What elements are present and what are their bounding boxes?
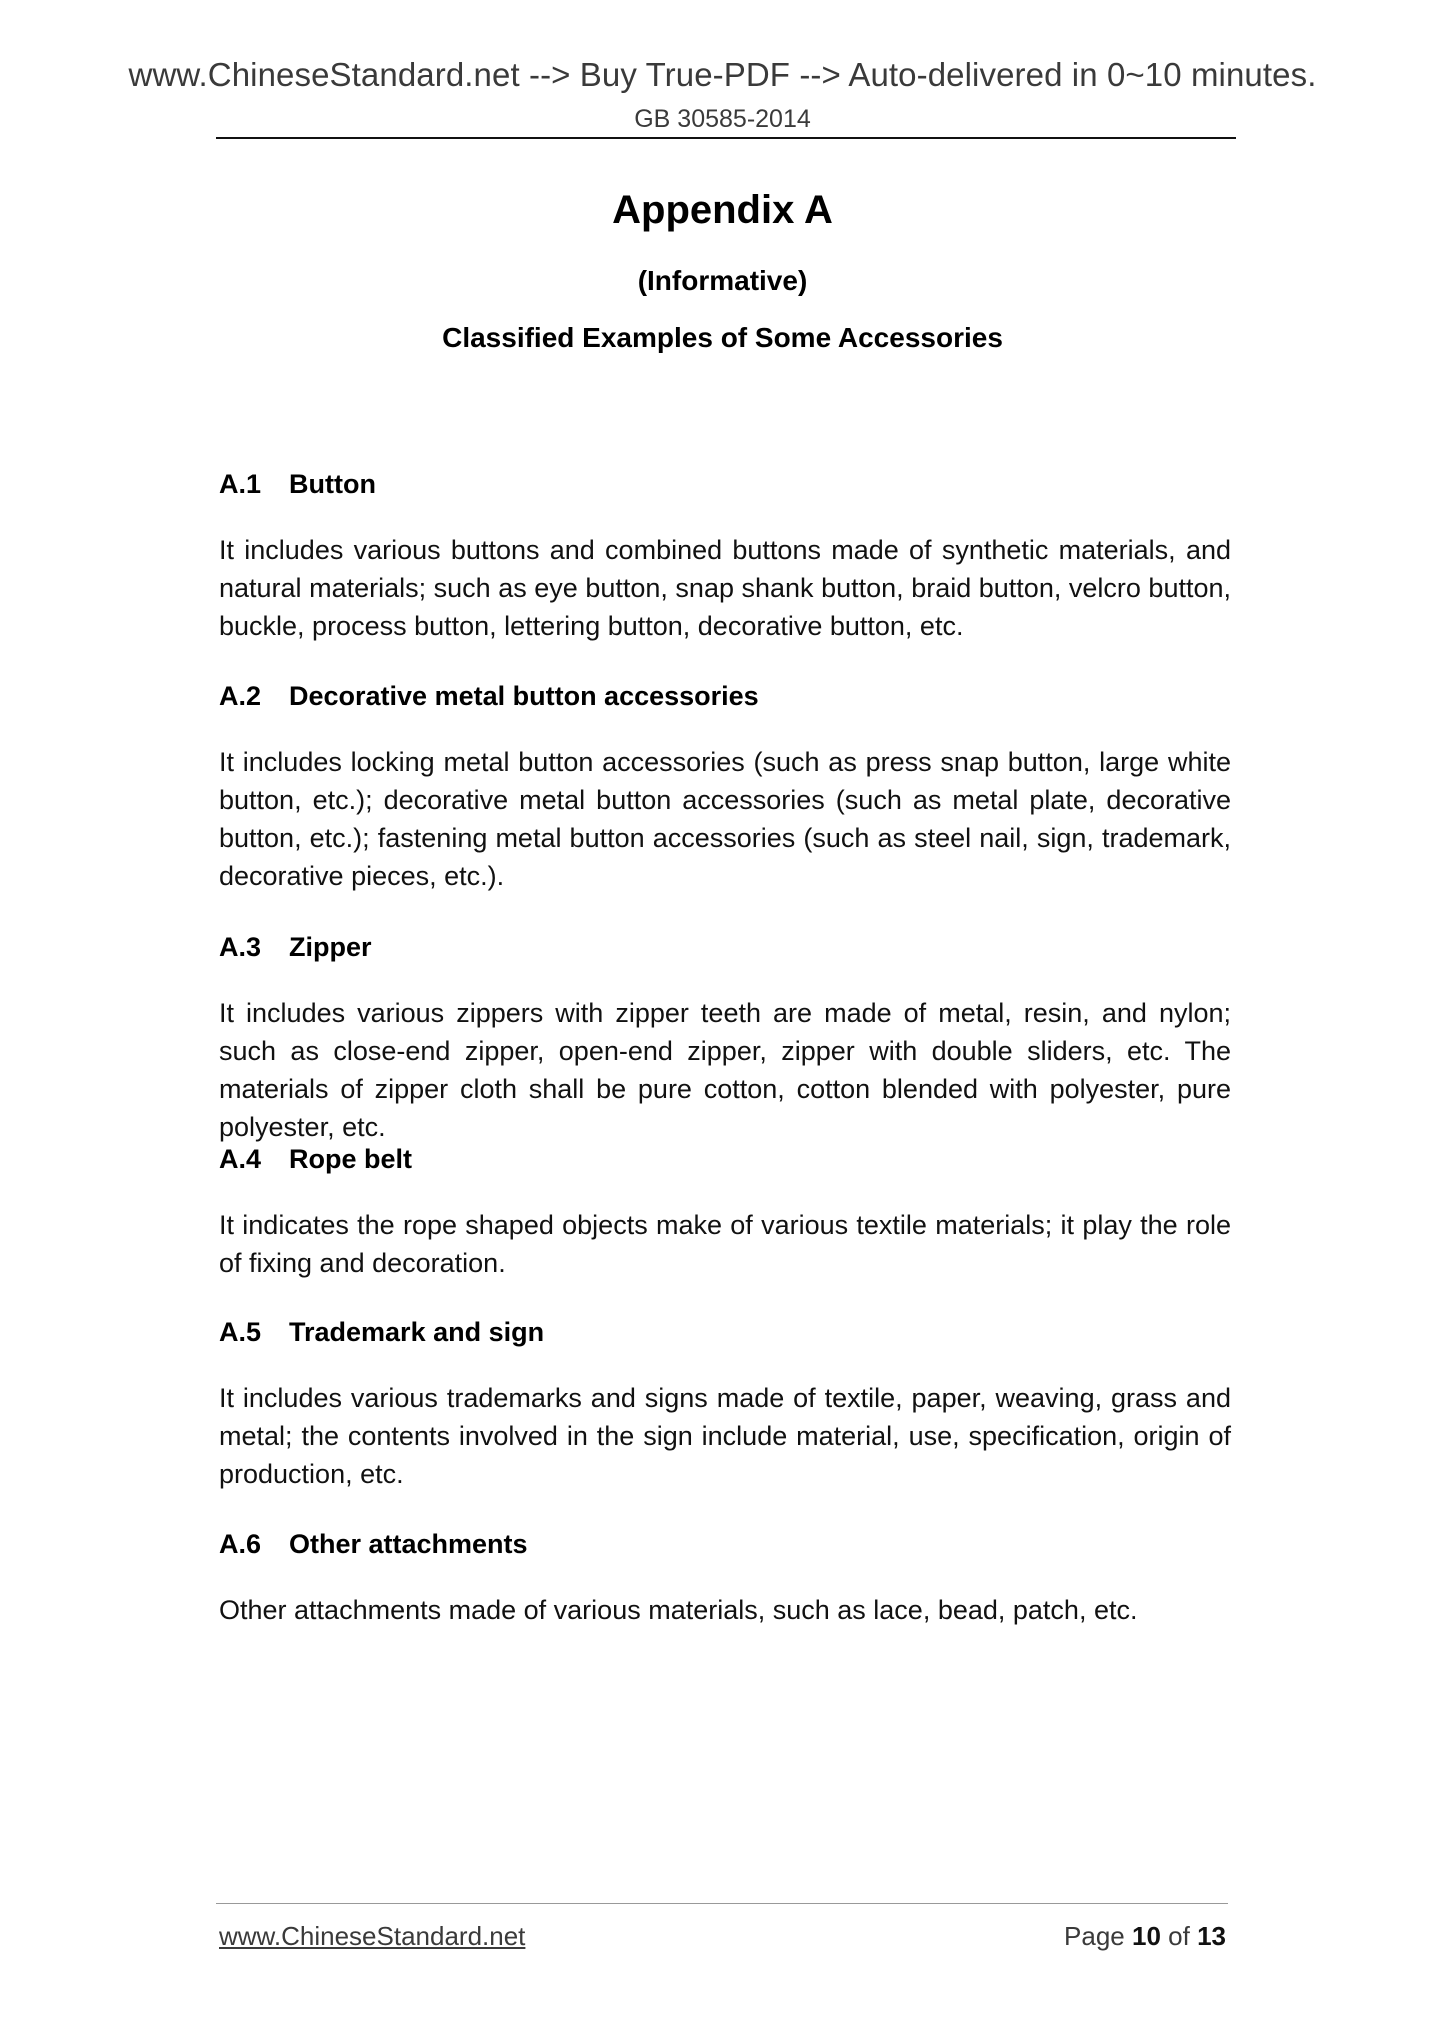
section-title: Button (289, 469, 376, 499)
footer-divider (216, 1903, 1228, 1904)
section-a6 (219, 1526, 1231, 1629)
section-heading (219, 929, 1231, 965)
section-a2 (219, 678, 1231, 895)
page-number: 10 (1132, 1921, 1161, 1951)
section-title: Other attachments (289, 1529, 528, 1559)
section-heading (219, 1141, 1231, 1177)
section-number: A.1 (219, 469, 262, 499)
header-divider (216, 137, 1236, 139)
appendix-title: Appendix A (612, 188, 833, 232)
section-heading (219, 1526, 1231, 1562)
section-text: It indicates the rope shaped objects make of various textile materials; it play the role of fixing and decoration. (219, 1210, 1231, 1278)
appendix-heading: Classified Examples of Some Accessories (442, 322, 1003, 353)
page-indicator (1064, 1921, 1226, 1952)
section-title: Decorative metal button accessories (289, 681, 759, 711)
section-title: Rope belt (289, 1144, 413, 1174)
appendix-type: (Informative) (637, 265, 808, 296)
section-number: A.6 (219, 1529, 262, 1559)
section-a5 (219, 1314, 1231, 1493)
page-of: of (1168, 1921, 1190, 1951)
header-promo-text: www.ChineseStandard.net --> Buy True-PDF --> Auto-delivered in 0~10 minutes. (128, 56, 1317, 93)
section-text: It includes various trademarks and signs made of textile, paper, weaving, grass and metal; the contents involved in the sign include material, use, specification, origin of production, etc. (219, 1383, 1231, 1489)
section-heading (219, 678, 1231, 714)
footer-site-link[interactable]: www.ChineseStandard.net (219, 1921, 526, 1951)
section-text: It includes locking metal button accessories (such as press snap button, large white button, etc.); decorative metal button accessories (such as metal plate, decorative button, etc.); fastening metal button accessories (such as steel nail, sign, trademark, decorative pieces, etc.). (219, 747, 1231, 891)
section-a3 (219, 929, 1231, 1146)
page-total: 13 (1197, 1921, 1226, 1951)
section-text: It includes various zippers with zipper teeth are made of metal, resin, and nylon; such as close-end zipper, open-end zipper, zipper with double sliders, etc. The materials of zipper cloth shall be pure cotton, cotton blended with polyester, pure polyester, etc. (219, 998, 1231, 1142)
section-title: Zipper (289, 932, 372, 962)
section-text: Other attachments made of various materials, such as lace, bead, patch, etc. (219, 1595, 1138, 1625)
section-number: A.5 (219, 1317, 262, 1347)
page-prefix: Page (1064, 1921, 1125, 1951)
section-a1 (219, 466, 1231, 645)
section-title: Trademark and sign (289, 1317, 545, 1347)
section-heading (219, 1314, 1231, 1350)
section-a4 (219, 1141, 1231, 1282)
section-text: It includes various buttons and combined buttons made of synthetic materials, and natural materials; such as eye button, snap shank button, braid button, velcro button, buckle, process button, lettering button, decorative button, etc. (219, 535, 1231, 641)
section-number: A.4 (219, 1144, 262, 1174)
section-number: A.2 (219, 681, 262, 711)
section-number: A.3 (219, 932, 262, 962)
standard-number: GB 30585-2014 (634, 105, 811, 133)
section-heading (219, 466, 1231, 502)
